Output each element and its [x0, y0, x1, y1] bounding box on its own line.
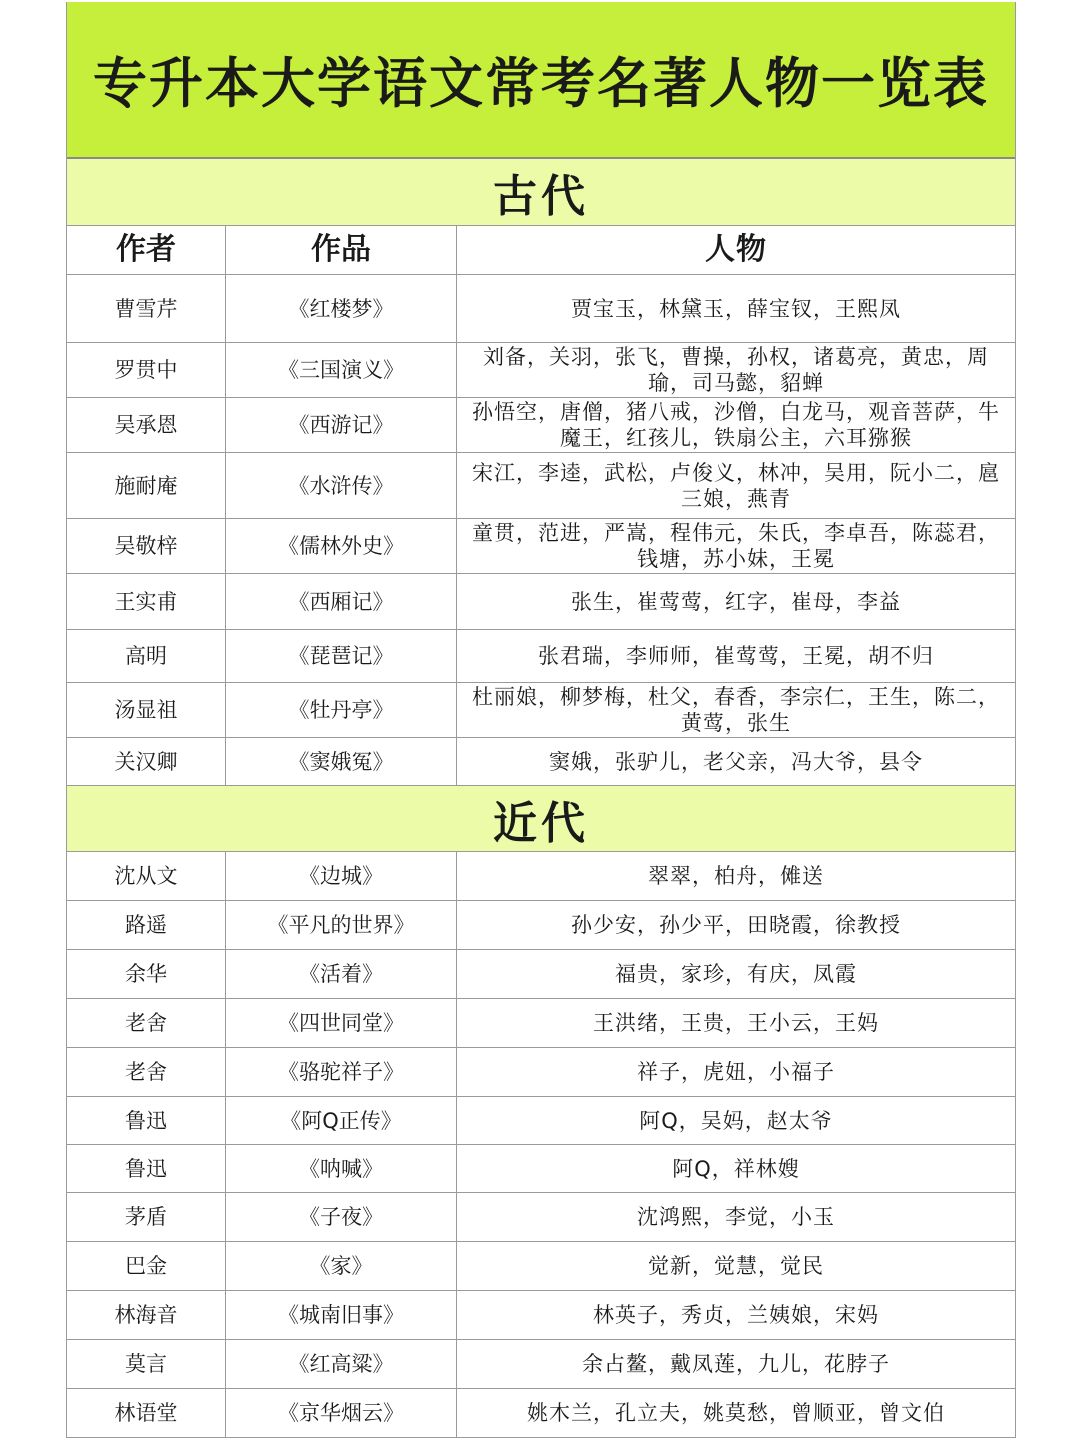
- work-cell: 《水浒传》: [226, 453, 457, 518]
- table-row: [67, 683, 1015, 738]
- characters-cell: 阿Q，吴妈，赵太爷: [639, 1108, 833, 1133]
- section-header-ancient: 古代: [67, 159, 1015, 226]
- characters-cell: 童贯，范进，严嵩，程伟元，朱氏，李卓吾，陈蕊君，钱塘，苏小妹，王冕: [472, 521, 1000, 571]
- author-cell: 王实甫: [67, 574, 226, 629]
- characters-cell: 张君瑞，李师师，崔莺莺，王冕，胡不归: [538, 644, 934, 668]
- author-cell: 路遥: [67, 901, 226, 949]
- table-row: [67, 1389, 1015, 1438]
- author-cell: 莫言: [67, 1340, 226, 1388]
- work-cell: 《京华烟云》: [226, 1389, 457, 1437]
- work-cell: 《儒林外史》: [226, 519, 457, 573]
- author-cell: 林海音: [67, 1291, 226, 1339]
- work-cell: 《呐喊》: [226, 1145, 457, 1192]
- author-cell: 曹雪芹: [67, 275, 226, 342]
- work-cell: 《活着》: [226, 950, 457, 998]
- work-cell: 《边城》: [226, 852, 457, 900]
- author-cell: 老舍: [67, 1048, 226, 1096]
- author-cell: 吴敬梓: [67, 519, 226, 573]
- characters-cell: 杜丽娘，柳梦梅，杜父，春香，李宗仁，王生，陈二，黄莺，张生: [472, 685, 1000, 735]
- author-cell: 施耐庵: [67, 453, 226, 518]
- work-cell: 《阿Q正传》: [226, 1097, 457, 1144]
- author-cell: 沈从文: [67, 852, 226, 900]
- author-cell: 老舍: [67, 999, 226, 1047]
- characters-cell: 沈鸿熙，李觉，小玉: [637, 1205, 835, 1229]
- table-row: [67, 1193, 1015, 1242]
- characters-cell: 林英子，秀贞，兰姨娘，宋妈: [593, 1303, 879, 1327]
- author-cell: 鲁迅: [67, 1145, 226, 1192]
- table-row: [67, 1291, 1015, 1340]
- table-row: [67, 1048, 1015, 1097]
- column-header-work: 作品: [226, 226, 457, 274]
- table-row: [67, 1145, 1015, 1193]
- table-row: [67, 950, 1015, 999]
- characters-cell: 贾宝玉，林黛玉，薛宝钗，王熙凤: [571, 296, 901, 321]
- author-cell: 罗贯中: [67, 343, 226, 397]
- table-row: [67, 574, 1015, 630]
- table-row: [67, 852, 1015, 901]
- work-cell: 《平凡的世界》: [226, 901, 457, 949]
- characters-cell: 张生，崔莺莺，红字，崔母，李益: [571, 589, 901, 614]
- section-header-modern: 近代: [67, 786, 1015, 852]
- characters-cell: 姚木兰，孔立夫，姚莫愁，曾顺亚，曾文伯: [527, 1401, 945, 1425]
- table-row: [67, 1242, 1015, 1291]
- table-row: [67, 343, 1015, 398]
- author-cell: 吴承恩: [67, 398, 226, 452]
- characters-cell: 祥子，虎妞，小福子: [637, 1060, 835, 1084]
- work-cell: 《城南旧事》: [226, 1291, 457, 1339]
- characters-cell: 觉新，觉慧，觉民: [648, 1254, 824, 1278]
- work-cell: 《牡丹亭》: [226, 683, 457, 737]
- characters-cell: 刘备，关羽，张飞，曹操，孙权，诸葛亮，黄忠，周瑜，司马懿，貂蝉: [483, 345, 989, 395]
- work-cell: 《红高粱》: [226, 1340, 457, 1388]
- author-cell: 关汉卿: [67, 738, 226, 785]
- author-cell: 鲁迅: [67, 1097, 226, 1144]
- characters-cell: 王洪绪，王贵，王小云，王妈: [593, 1011, 879, 1035]
- table-row: [67, 901, 1015, 950]
- author-cell: 巴金: [67, 1242, 226, 1290]
- author-cell: 茅盾: [67, 1193, 226, 1241]
- characters-cell: 福贵，家珍，有庆，凤霞: [615, 962, 857, 986]
- characters-cell: 窦娥，张驴儿，老父亲，冯大爷，县令: [549, 749, 923, 774]
- table-row: [67, 398, 1015, 453]
- characters-cell: 宋江，李逵，武松，卢俊义，林冲，吴用，阮小二，扈三娘，燕青: [472, 460, 1000, 511]
- table-row: [67, 630, 1015, 683]
- work-cell: 《三国演义》: [226, 343, 457, 397]
- table-row: [67, 453, 1015, 519]
- characters-cell: 翠翠，柏舟，傩送: [648, 864, 824, 888]
- work-cell: 《红楼梦》: [226, 275, 457, 342]
- table-row: [67, 519, 1015, 574]
- work-cell: 《西厢记》: [226, 574, 457, 629]
- work-cell: 《子夜》: [226, 1193, 457, 1241]
- work-cell: 《家》: [226, 1242, 457, 1290]
- work-cell: 《骆驼祥子》: [226, 1048, 457, 1096]
- characters-cell: 孙少安，孙少平，田晓霞，徐教授: [571, 913, 901, 937]
- modern-rows: [67, 852, 1015, 1438]
- table-row: [67, 999, 1015, 1048]
- work-cell: 《西游记》: [226, 398, 457, 452]
- table-row: [67, 1097, 1015, 1145]
- author-cell: 林语堂: [67, 1389, 226, 1437]
- column-header-author: 作者: [67, 226, 226, 274]
- column-header-characters: 人物: [705, 232, 767, 267]
- work-cell: 《窦娥冤》: [226, 738, 457, 785]
- name-table: [66, 2, 1016, 1438]
- ancient-rows: [67, 275, 1015, 786]
- column-header-row: [67, 226, 1015, 275]
- characters-cell: 阿Q，祥林嫂: [672, 1156, 800, 1181]
- author-cell: 高明: [67, 630, 226, 682]
- characters-cell: 余占鳌，戴凤莲，九儿，花脖子: [582, 1352, 890, 1376]
- characters-cell: 孙悟空，唐僧，猪八戒，沙僧，白龙马，观音菩萨，牛魔王，红孩儿，铁扇公主，六耳猕猴: [472, 400, 1000, 450]
- work-cell: 《四世同堂》: [226, 999, 457, 1047]
- table-row: [67, 1340, 1015, 1389]
- table-row: [67, 738, 1015, 786]
- author-cell: 汤显祖: [67, 683, 226, 737]
- table-row: [67, 275, 1015, 343]
- work-cell: 《琵琶记》: [226, 630, 457, 682]
- page-title: 专升本大学语文常考名著人物一览表: [67, 2, 1015, 159]
- author-cell: 余华: [67, 950, 226, 998]
